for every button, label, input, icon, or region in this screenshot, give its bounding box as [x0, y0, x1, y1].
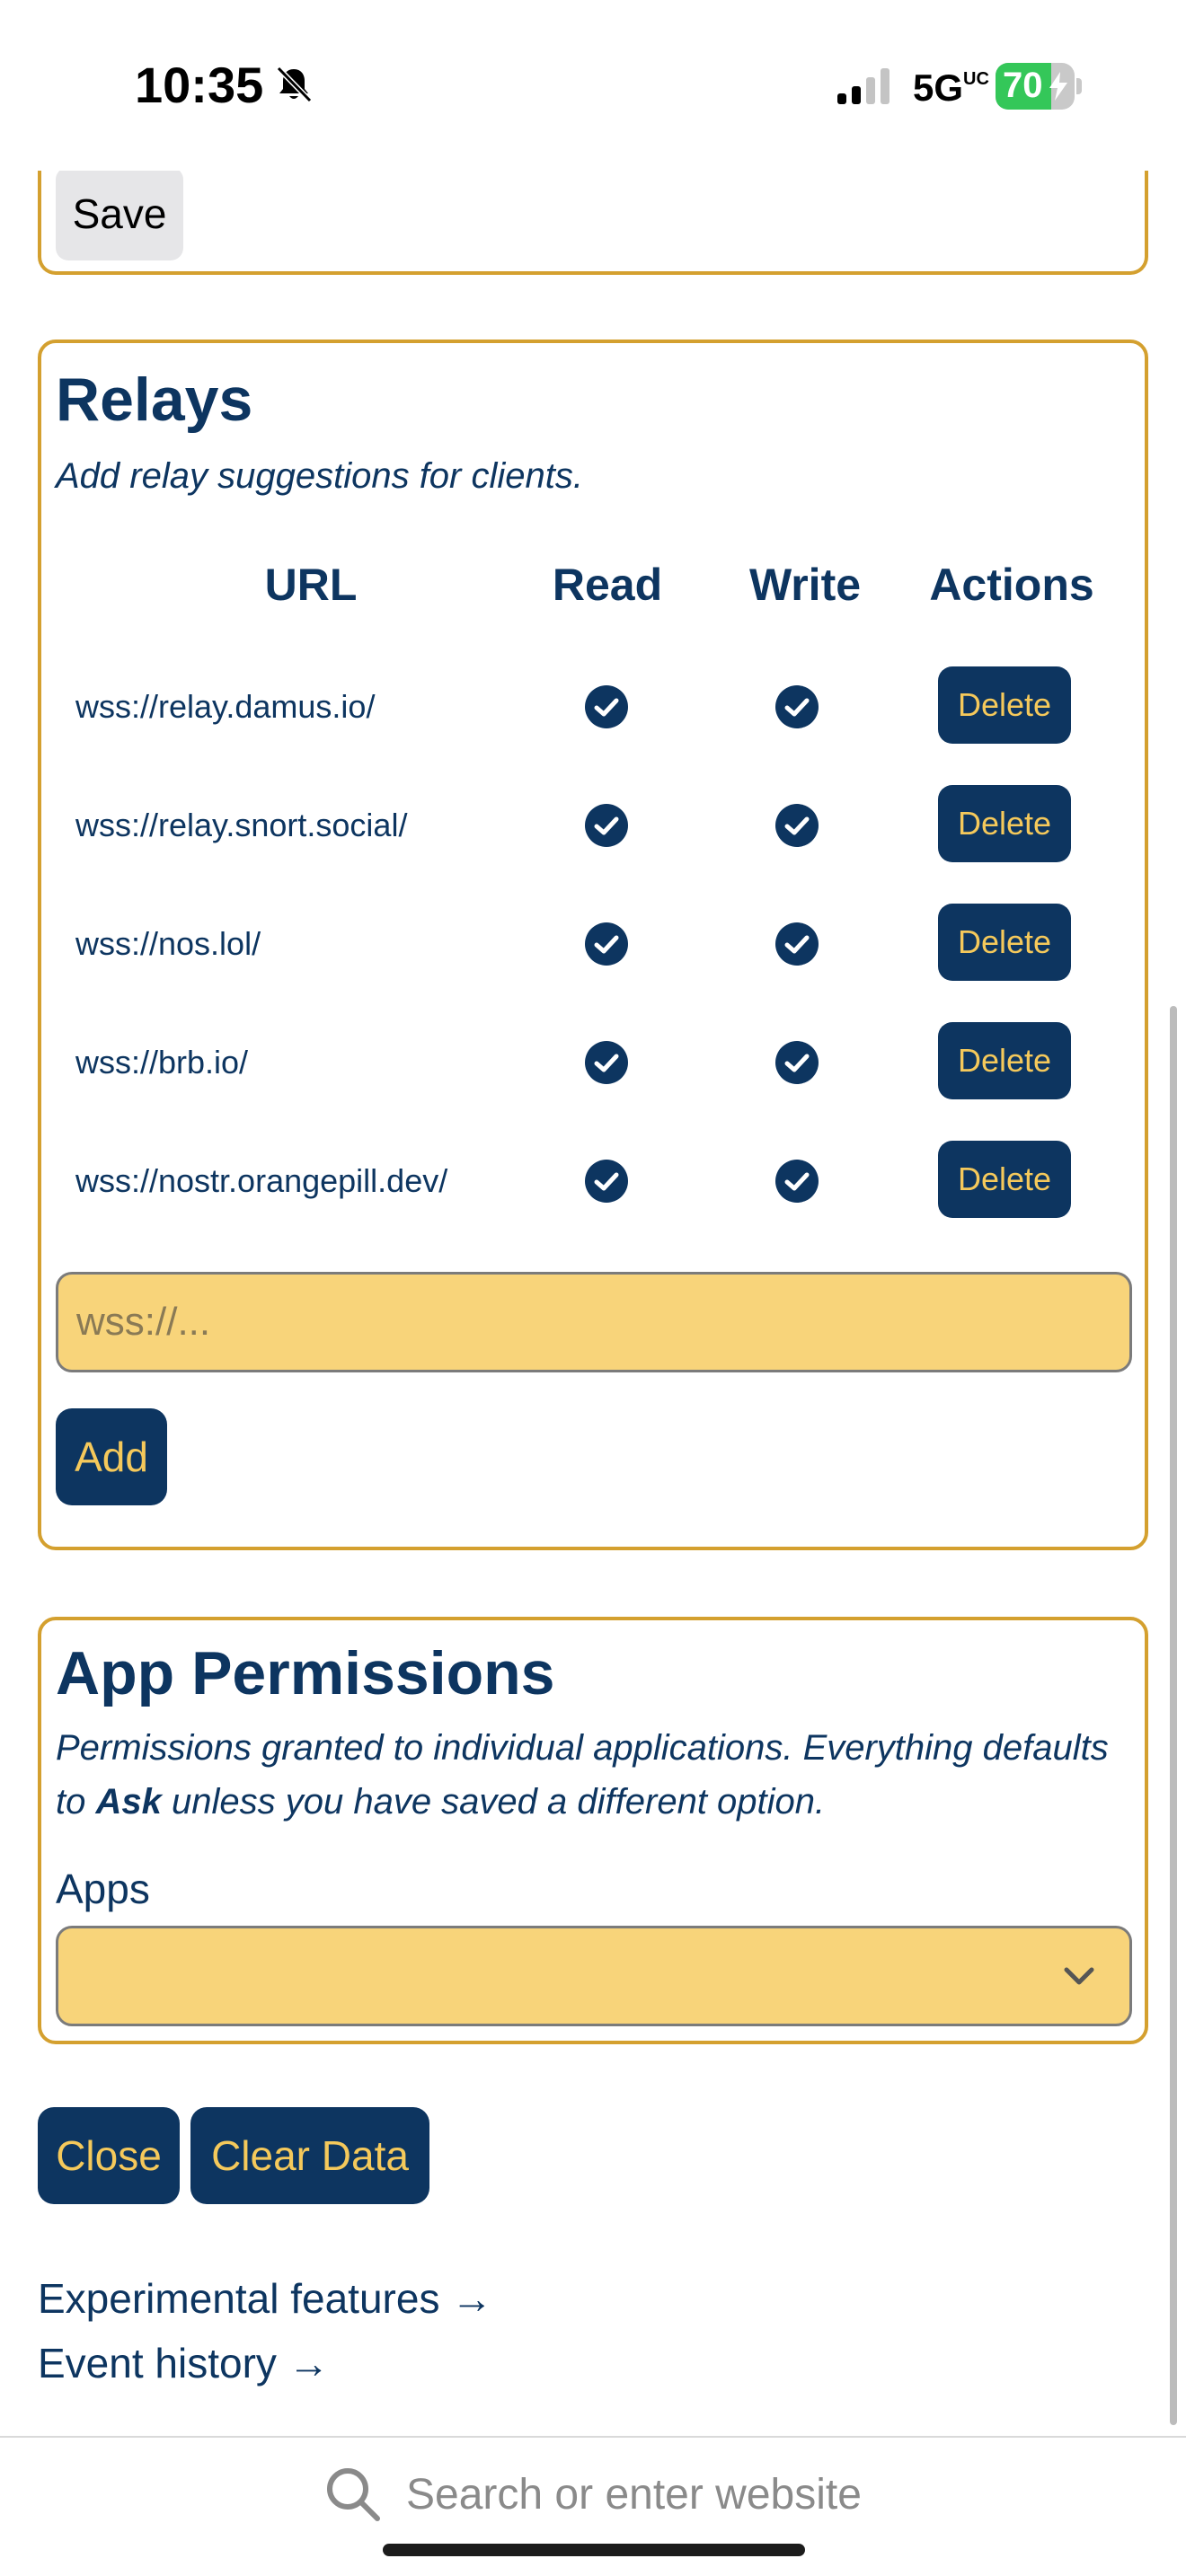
save-button[interactable]: Save: [56, 167, 183, 260]
bell-muted-icon: [274, 65, 314, 104]
read-check-icon[interactable]: [584, 684, 629, 729]
write-check-icon[interactable]: [774, 1040, 819, 1085]
permissions-description: [56, 1721, 1134, 1829]
write-check-icon[interactable]: [774, 922, 819, 966]
relay-row: [41, 1123, 1145, 1241]
relay-row: [41, 648, 1145, 767]
status-time: 10:35: [135, 57, 264, 113]
search-icon: [323, 2465, 383, 2524]
write-check-icon[interactable]: [774, 684, 819, 729]
column-header-actions: Actions: [929, 560, 1094, 610]
relay-row: [41, 886, 1145, 1004]
close-button[interactable]: Close: [38, 2107, 180, 2204]
read-check-icon[interactable]: [584, 922, 629, 966]
relay-url: wss://relay.damus.io/: [75, 688, 376, 725]
read-check-icon[interactable]: [584, 803, 629, 848]
delete-relay-button[interactable]: Delete: [938, 785, 1071, 862]
write-check-icon[interactable]: [774, 803, 819, 848]
relay-url-input[interactable]: wss://...: [56, 1272, 1132, 1372]
status-bar: [0, 0, 1186, 171]
relays-title: Relays: [56, 366, 253, 434]
relay-url: wss://nos.lol/: [75, 925, 261, 962]
app-permissions-card: [38, 1617, 1148, 2044]
column-header-read: Read: [552, 560, 663, 610]
delete-relay-button[interactable]: Delete: [938, 1022, 1071, 1099]
relay-url: wss://relay.snort.social/: [75, 807, 408, 843]
charging-bolt-icon: [1048, 72, 1069, 101]
read-check-icon[interactable]: [584, 1159, 629, 1204]
chevron-down-icon: [1061, 1963, 1097, 1989]
permissions-description-end: unless you have saved a different option.: [161, 1782, 826, 1822]
address-placeholder: Search or enter website: [406, 2471, 862, 2519]
column-header-write: Write: [748, 560, 862, 610]
read-check-icon[interactable]: [584, 1040, 629, 1085]
delete-relay-button[interactable]: Delete: [938, 904, 1071, 981]
add-relay-button[interactable]: Add: [56, 1408, 167, 1505]
browser-address-bar[interactable]: [0, 2436, 1186, 2576]
permissions-title: App Permissions: [56, 1639, 555, 1707]
permissions-description-bold: Ask: [95, 1782, 162, 1822]
relay-row: [41, 767, 1145, 886]
experimental-features-link[interactable]: Experimental features →: [38, 2275, 493, 2322]
battery-body: [996, 63, 1075, 110]
clear-data-button[interactable]: Clear Data: [190, 2107, 429, 2204]
scrollbar[interactable]: [1170, 1006, 1177, 2425]
write-check-icon[interactable]: [774, 1159, 819, 1204]
home-indicator: [383, 2544, 805, 2556]
relays-description: Add relay suggestions for clients.: [56, 456, 583, 496]
relay-url: wss://brb.io/: [75, 1044, 249, 1081]
battery-cap: [1076, 78, 1082, 94]
permissions-description-text: Permissions granted to individual applications. Everything defaults to: [56, 1728, 1109, 1822]
relay-row: [41, 1004, 1145, 1123]
delete-relay-button[interactable]: Delete: [938, 666, 1071, 744]
apps-select[interactable]: [56, 1926, 1132, 2026]
delete-relay-button[interactable]: Delete: [938, 1141, 1071, 1218]
signal-strength-icon: [836, 66, 895, 106]
battery-percent: 70: [1003, 66, 1043, 105]
relays-card: [38, 340, 1148, 1550]
network-suffix: UC: [963, 69, 989, 89]
event-history-link[interactable]: Event history →: [38, 2340, 330, 2386]
battery-indicator: [996, 63, 1082, 110]
apps-label: Apps: [56, 1866, 150, 1912]
network-type: 5G: [913, 66, 964, 109]
column-header-url: URL: [264, 560, 358, 610]
relay-url: wss://nostr.orangepill.dev/: [75, 1162, 448, 1199]
network-label: [913, 66, 989, 110]
